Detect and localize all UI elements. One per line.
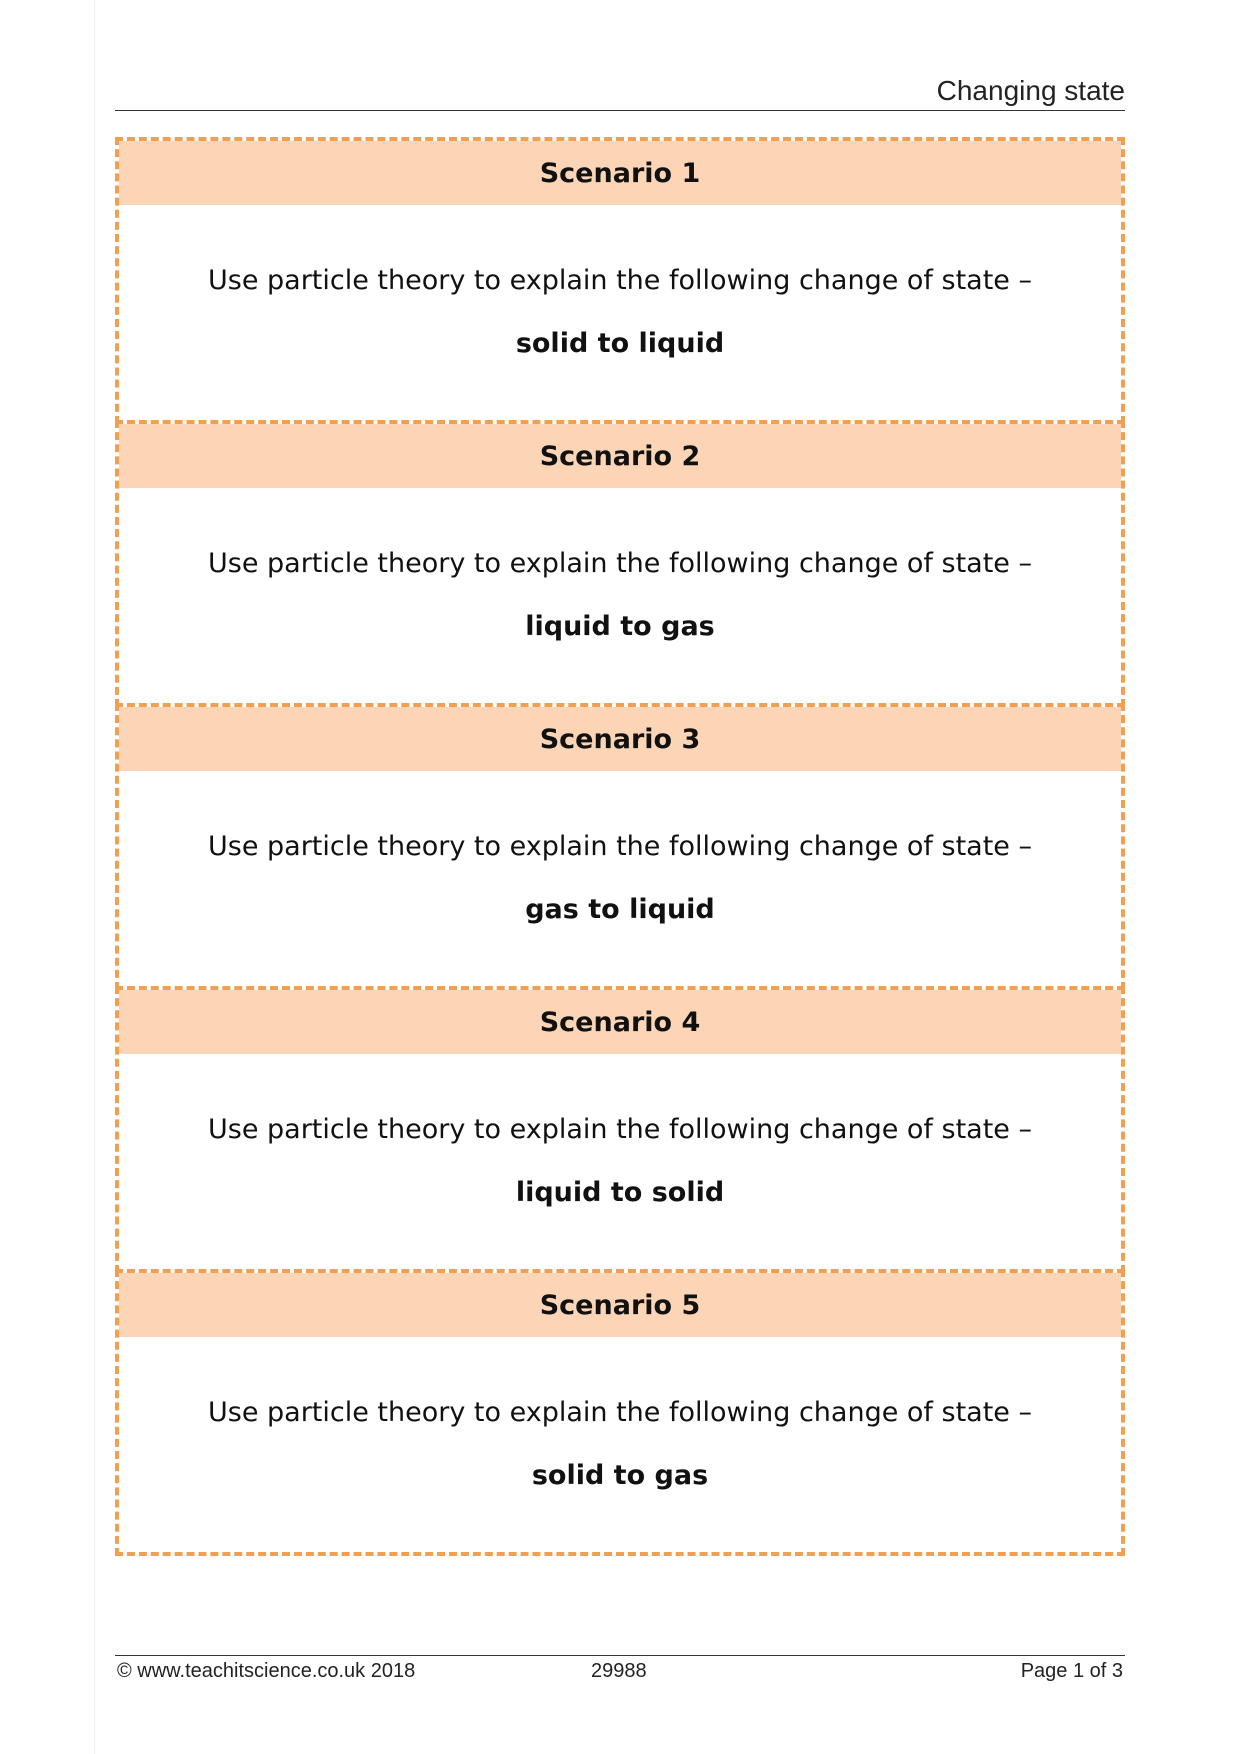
page-title: Changing state xyxy=(936,75,1125,106)
scenario-change: gas to liquid xyxy=(525,894,715,925)
scenario-prompt: Use particle theory to explain the following change of state – xyxy=(207,265,1032,296)
scenario-card-header xyxy=(119,707,1121,771)
scenario-card-header xyxy=(119,424,1121,488)
scenario-card-2 xyxy=(115,420,1125,707)
scenario-prompt: Use particle theory to explain the following change of state – xyxy=(207,831,1032,862)
scenario-card-5 xyxy=(115,1269,1125,1556)
scenario-card-header xyxy=(119,1273,1121,1337)
scenario-title: Scenario 4 xyxy=(539,1006,701,1038)
footer-copyright: © www.teachitscience.co.uk 2018 xyxy=(117,1660,416,1682)
scenario-card-3 xyxy=(115,703,1125,990)
scenario-card-4 xyxy=(115,986,1125,1273)
scenario-prompt: Use particle theory to explain the following change of state – xyxy=(207,548,1032,579)
page-edge xyxy=(94,0,95,1754)
scenario-title: Scenario 3 xyxy=(539,723,701,755)
scenario-card-header xyxy=(119,990,1121,1054)
scenario-prompt: Use particle theory to explain the following change of state – xyxy=(207,1114,1032,1145)
scenario-change: liquid to gas xyxy=(525,611,715,642)
scenario-change: liquid to solid xyxy=(515,1177,725,1208)
scenario-cards xyxy=(115,137,1125,1556)
footer-resource-code: 29988 xyxy=(591,1660,647,1682)
scenario-title: Scenario 5 xyxy=(539,1289,701,1321)
scenario-change: solid to gas xyxy=(531,1460,709,1491)
footer-page-number: Page 1 of 3 xyxy=(1020,1660,1123,1682)
scenario-title: Scenario 2 xyxy=(539,440,701,472)
scenario-card-1 xyxy=(115,137,1125,424)
scenario-prompt: Use particle theory to explain the following change of state – xyxy=(207,1397,1032,1428)
scenario-title: Scenario 1 xyxy=(539,157,701,189)
footer-divider xyxy=(115,1655,1125,1656)
page-footer xyxy=(115,1660,1125,1690)
header-divider xyxy=(115,110,1125,111)
scenario-change: solid to liquid xyxy=(515,328,725,359)
scenario-card-header xyxy=(119,141,1121,205)
